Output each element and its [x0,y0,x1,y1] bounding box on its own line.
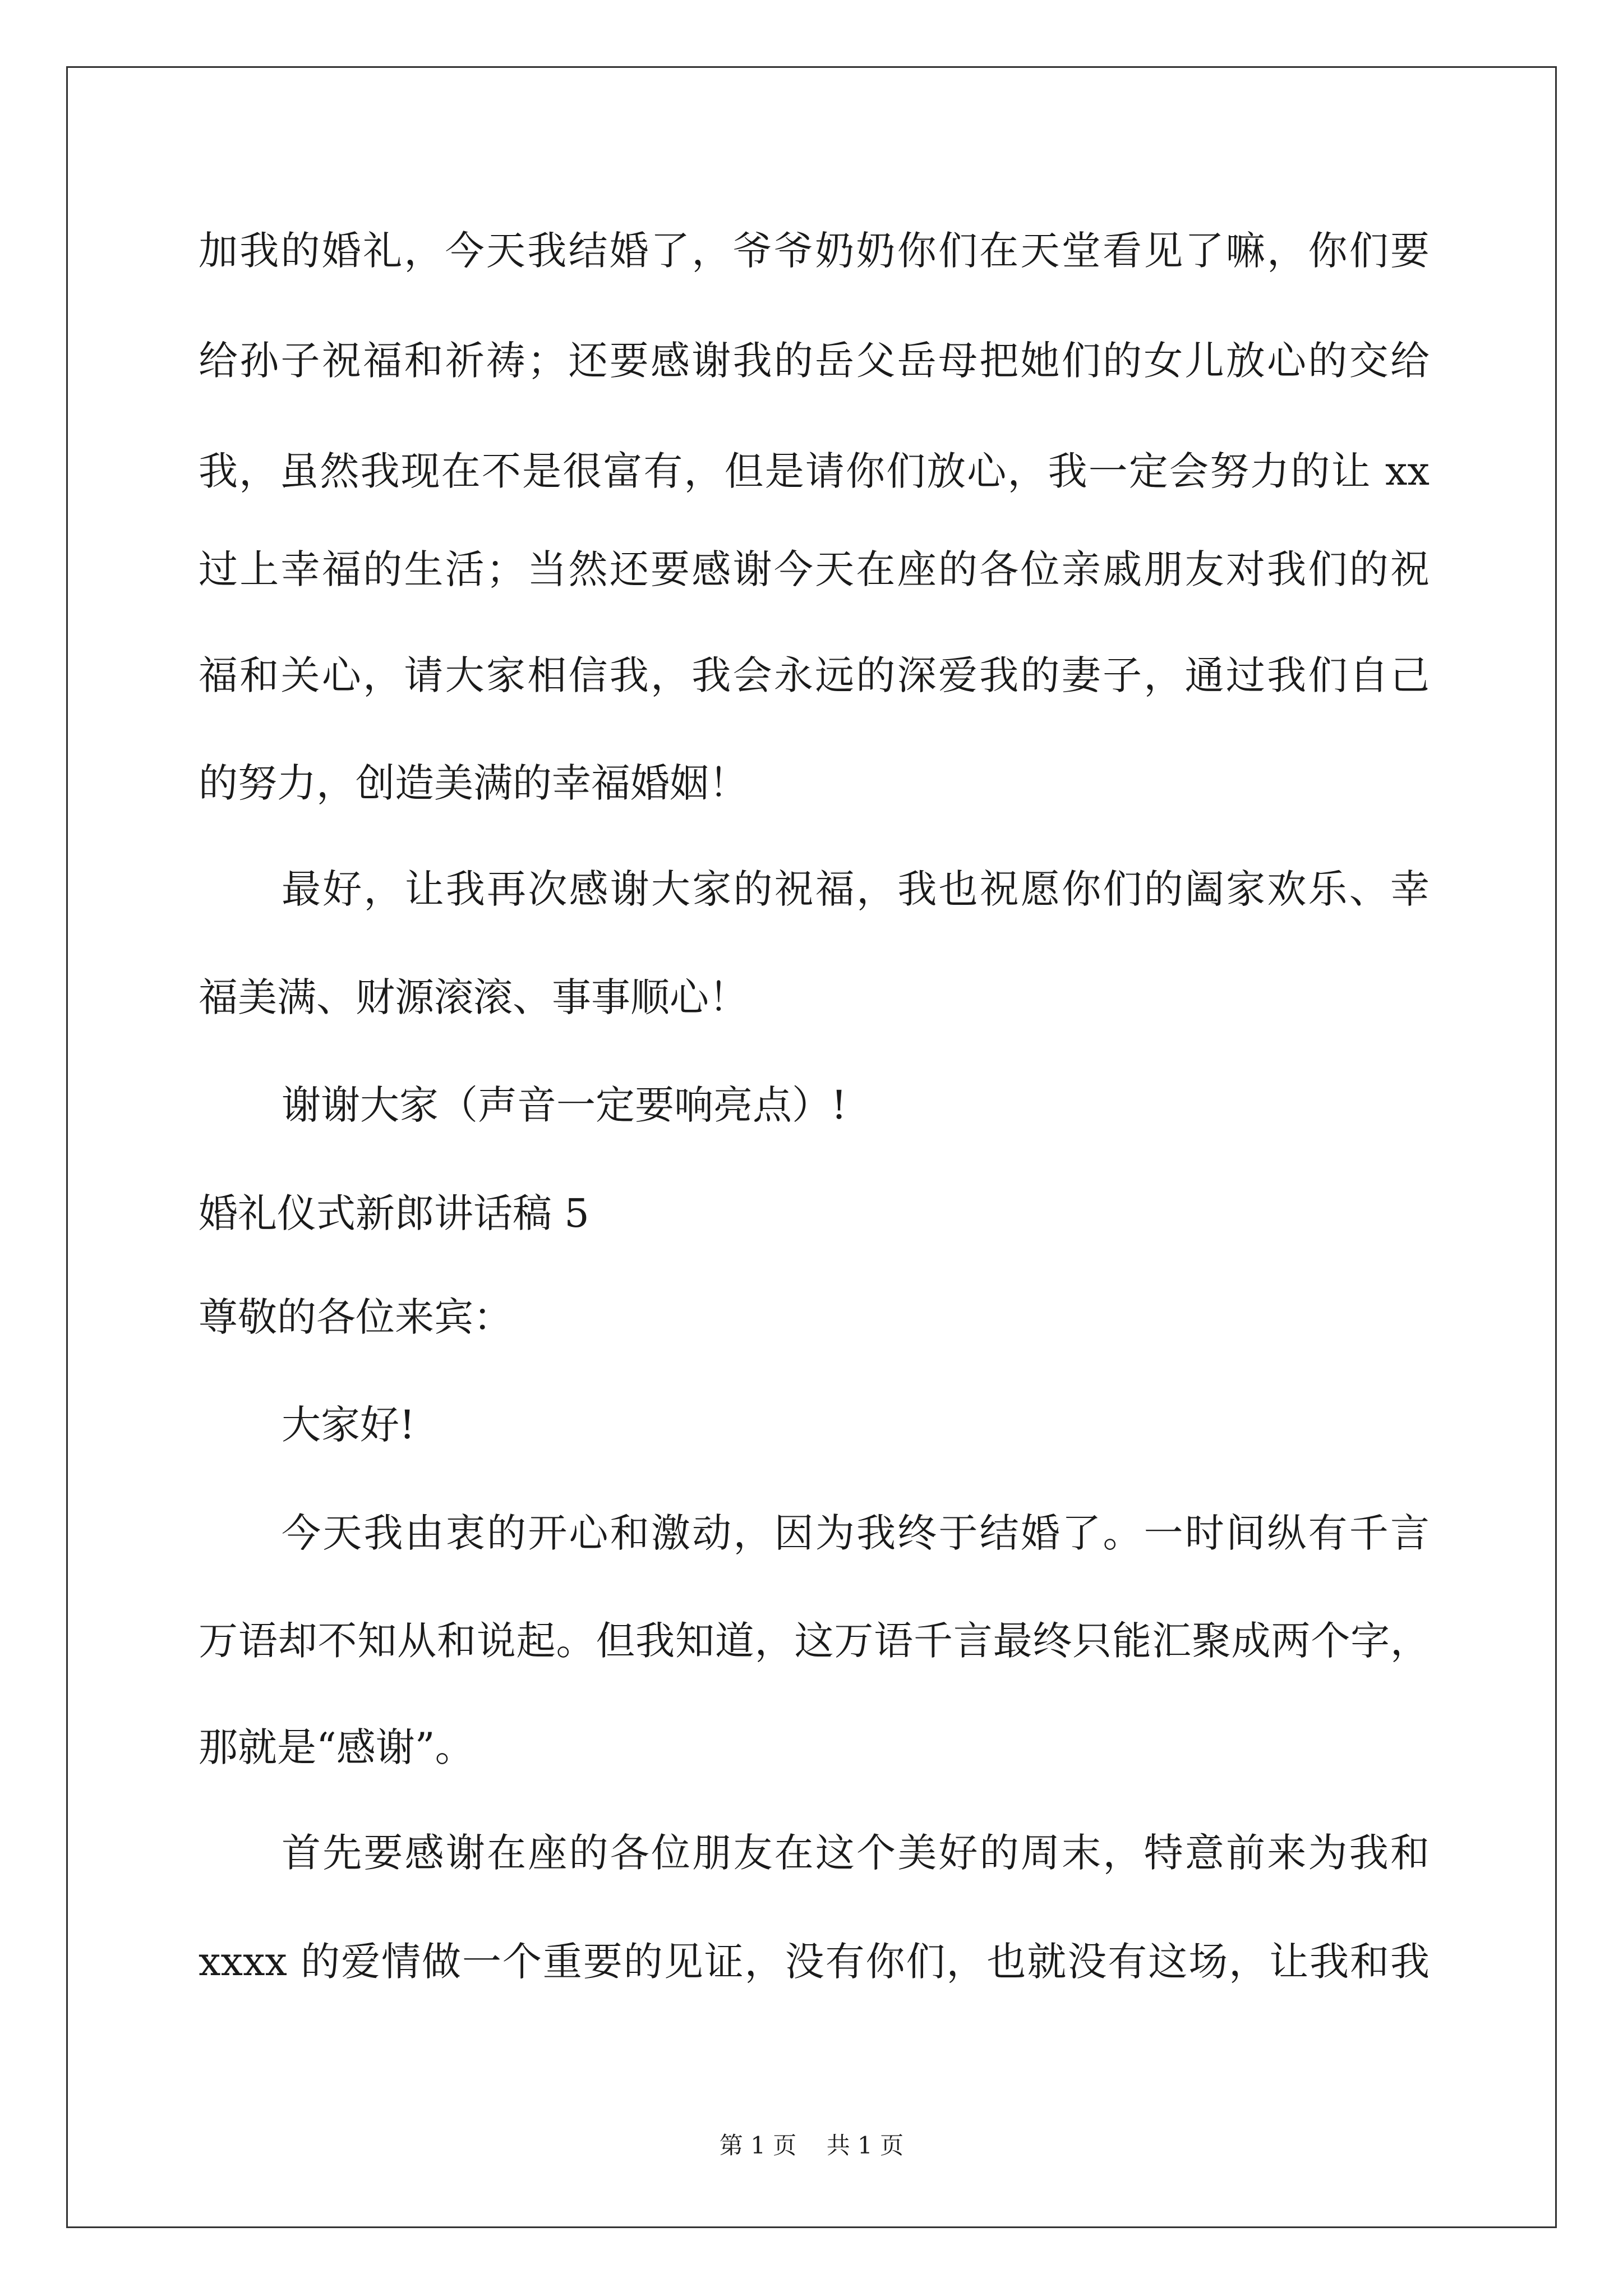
text-line: 过上幸福的生活；当然还要感谢今天在座的各位亲戚朋友对我们的祝 [199,546,1430,592]
text-line: 今天我由衷的开心和激动，因为我终于结婚了。一时间纵有千言 [282,1510,1430,1556]
text-line: 万语却不知从和说起。但我知道，这万语千言最终只能汇聚成两个字， [199,1618,1430,1664]
text-line: 最好，让我再次感谢大家的祝福，我也祝愿你们的阖家欢乐、幸 [282,866,1430,912]
text-line: 给孙子祝福和祈祷；还要感谢我的岳父岳母把她们的女儿放心的交给 [199,338,1430,384]
salutation: 尊敬的各位来宾： [199,1294,513,1340]
text-line: 我，虽然我现在不是很富有，但是请你们放心，我一定会努力的让 xx [199,448,1430,494]
section-heading: 婚礼仪式新郎讲话稿 5 [199,1190,589,1236]
text-line: 福和关心，请大家相信我，我会永远的深爱我的妻子，通过我们自己 [199,652,1430,698]
text-line: 大家好! [282,1402,416,1448]
page-number-footer: 第 1 页 共 1 页 [719,2132,904,2159]
text-line: 的努力，创造美满的幸福婚姻！ [199,760,748,806]
text-line: 加我的婚礼，今天我结婚了，爷爷奶奶你们在天堂看见了嘛，你们要 [199,228,1430,274]
text-line: 首先要感谢在座的各位朋友在这个美好的周末，特意前来为我和 [282,1830,1430,1876]
text-line: xxxx 的爱情做一个重要的见证，没有你们，也就没有这场，让我和我 [199,1939,1430,1985]
text-line: 谢谢大家（声音一定要响亮点）! [282,1082,847,1128]
text-line: 福美满、财源滚滚、事事顺心！ [199,974,748,1020]
page-border [66,66,1557,2228]
text-line: 那就是“感谢”。 [199,1724,474,1770]
